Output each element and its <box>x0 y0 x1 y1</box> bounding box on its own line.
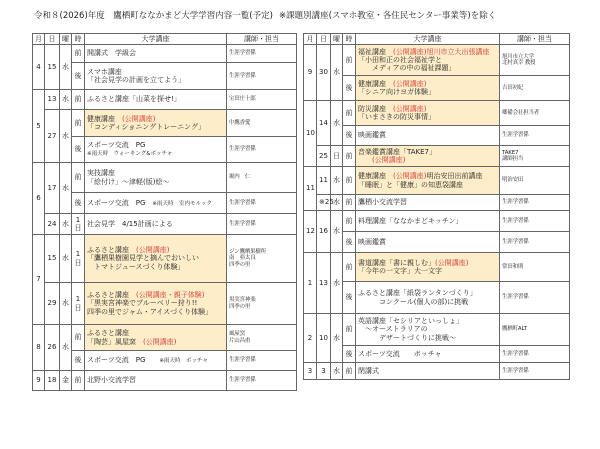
lecture-text: 「睡眠」と「健康」の知恵袋講座 <box>358 180 463 189</box>
lecture-cell <box>356 346 500 363</box>
table-row <box>304 76 570 101</box>
day-cell: 30 <box>317 45 331 101</box>
instructor-cell: 生涯学習係 <box>500 363 570 380</box>
month-cell: 6 <box>33 163 45 235</box>
table-row <box>33 371 297 391</box>
instructor-cell: 旭川市立大学 北村真幸 教授 <box>500 45 570 76</box>
lecture-line <box>358 88 497 96</box>
table-row <box>33 193 297 214</box>
public-lecture-tag: (公開講座・親子体験) <box>136 291 205 300</box>
lecture-line <box>87 329 224 337</box>
table-row <box>33 351 297 371</box>
lecture-line <box>87 356 224 364</box>
weekday-cell: 金 <box>60 371 72 391</box>
lecture-text: 料理講座「ななかまどキッチン」 <box>358 216 463 225</box>
header-instructor: 講師・担当 <box>500 34 570 45</box>
lecture-line <box>87 308 224 316</box>
lecture-text: 映画鑑賞 <box>358 237 386 246</box>
lecture-line <box>358 298 497 306</box>
lecture-text: ふるさと講座「紙袋ランタンづくり」 <box>358 289 477 298</box>
day-cell: 10 <box>317 314 331 363</box>
day-cell: 27 <box>45 110 60 163</box>
instructor-cell: 郷備会社担当者 <box>500 101 570 126</box>
instructor-cell: 常田和則 <box>500 253 570 282</box>
lecture-line <box>87 220 224 228</box>
lecture-cell <box>85 325 227 351</box>
lecture-text: 「シニア向けヨガ体験」 <box>358 88 435 96</box>
lecture-line <box>87 263 224 271</box>
header-weekday: 曜 <box>331 34 343 45</box>
lecture-text: 「黒実宮神楽でブルーベリー狩り!! <box>87 299 198 308</box>
lecture-cell <box>85 235 227 283</box>
lecture-line <box>358 350 497 358</box>
public-lecture-tag: (公開講座) <box>143 337 177 346</box>
weekday-cell: 水 <box>60 110 72 163</box>
lecture-text: 「小田和正の社会福祉学と <box>358 55 442 64</box>
instructor-cell: 中鷹香愛 <box>227 110 297 137</box>
time-cell: 後 <box>343 126 356 146</box>
table-row <box>304 195 570 211</box>
table-row <box>304 232 570 253</box>
public-lecture-tag: (公開講座)旭川市立大出張講座 <box>393 47 490 56</box>
table-row <box>33 45 297 63</box>
lecture-text: トマトジュースづくり体験」 <box>87 262 185 271</box>
lecture-text: ふるさと講座 <box>87 246 136 255</box>
lecture-line <box>87 178 224 186</box>
time-cell: 前 <box>72 325 85 351</box>
lecture-line <box>87 141 224 149</box>
lecture-cell <box>356 282 500 314</box>
weekday-cell: 水 <box>331 253 343 314</box>
lecture-text: 「コンディショニングトレーニング」 <box>87 123 206 131</box>
lecture-text: 書道講座「書に親しむ」 <box>358 258 435 267</box>
lecture-text: ふるさと講座 <box>87 291 136 300</box>
weekday-cell: 水 <box>60 214 72 235</box>
instructor-cell: 生涯学習係 <box>500 195 570 211</box>
day-cell: 18 <box>45 371 60 391</box>
header-day: 日 <box>45 34 60 45</box>
lecture-line <box>358 156 497 164</box>
time-cell: 前 <box>343 167 356 195</box>
instructor-cell: 生涯学習係 <box>500 126 570 146</box>
lecture-text: 「陶芸」風屋窯 <box>87 337 143 346</box>
weekday-cell: 水 <box>331 101 343 146</box>
weekday-cell: 水 <box>60 325 72 371</box>
time-cell: 前 <box>343 101 356 126</box>
day-cell: 3 <box>317 363 331 380</box>
lecture-text: デザートづくりに挑戦～ <box>358 333 456 342</box>
lecture-text: 社会見学 4/15計画による <box>87 219 173 228</box>
lecture-line <box>358 131 497 139</box>
time-cell: 前 <box>343 363 356 380</box>
day-cell: 25 <box>317 146 331 167</box>
lecture-line <box>358 325 497 333</box>
lecture-text: 映画鑑賞 <box>358 131 386 140</box>
lecture-cell <box>356 314 500 346</box>
day-cell: 17 <box>45 163 60 214</box>
instructor-cell: 宝田庄十郎 <box>227 90 297 110</box>
weekday-cell: 水 <box>331 167 343 195</box>
time-cell: 後 <box>343 346 356 363</box>
time-cell: 前 <box>343 253 356 282</box>
day-cell: 14 <box>317 101 331 146</box>
lecture-line <box>87 376 224 384</box>
time-cell: 前 <box>343 211 356 232</box>
table-row <box>33 325 297 351</box>
time-cell: 前 <box>343 146 356 167</box>
lecture-text: 四季の里でジャム・アイスづくり体験」 <box>87 307 213 316</box>
table-row <box>33 283 297 325</box>
lecture-line <box>358 267 497 275</box>
table-row <box>304 101 570 126</box>
lecture-line <box>87 76 224 84</box>
instructor-cell: ジン鷹栖果樹所 南 亜太良 四季の里 <box>227 235 297 283</box>
lecture-text: スポーツ交流 PG <box>87 198 153 207</box>
month-cell: 2 <box>304 314 317 363</box>
time-cell: 前 <box>72 110 85 137</box>
lecture-cell <box>85 90 227 110</box>
lecture-cell <box>356 45 500 76</box>
lecture-text: 健康講座 <box>358 79 393 88</box>
lecture-cell <box>356 76 500 101</box>
lecture-cell <box>85 163 227 193</box>
lecture-cell <box>356 101 500 126</box>
table-row <box>33 110 297 137</box>
day-cell: 16 <box>317 211 331 253</box>
lecture-text: コンクール(個人の部)に挑戦 <box>358 297 469 306</box>
table-row <box>33 90 297 110</box>
table-row <box>33 163 297 193</box>
weekday-cell: 水 <box>331 314 343 363</box>
time-cell: 前 <box>72 371 85 391</box>
lecture-text: スポーツ交流 ボッチャ <box>358 349 442 358</box>
table-row <box>304 167 570 195</box>
header-time: 時 <box>343 34 356 45</box>
time-cell: 1日 <box>72 283 85 325</box>
lecture-cell <box>356 146 500 167</box>
day-cell: 29 <box>45 283 60 325</box>
weekday-cell: 水 <box>60 163 72 214</box>
instructor-cell: 生涯学習係 <box>500 282 570 314</box>
lecture-text: 健康講座 <box>358 172 393 181</box>
day-cell: 11 <box>317 167 331 195</box>
day-cell: 15 <box>45 235 60 283</box>
header-content: 大学講座 <box>85 34 227 45</box>
lecture-line <box>358 48 497 56</box>
time-cell: 前 <box>72 163 85 193</box>
month-cell: 5 <box>33 90 45 163</box>
day-cell: 13 <box>45 90 60 110</box>
lecture-cell <box>356 232 500 253</box>
lecture-line <box>358 317 497 325</box>
lecture-line <box>87 254 224 262</box>
lecture-line <box>358 289 497 297</box>
lecture-text: 北野小交流学習 <box>87 376 136 385</box>
lecture-text: ～オーストラリアの <box>358 325 428 334</box>
public-lecture-tag: (公開講座) <box>393 172 427 181</box>
lecture-text: ふるさと講座「山菜を探せ!」 <box>87 95 181 104</box>
lecture-text: 音楽鑑賞講座「TAKE7」 <box>358 147 436 156</box>
day-cell: 13 <box>317 253 331 314</box>
document-title: 令和８(2026)年度 鷹栖町ななかまど大学学習内容一覧(予定) <box>34 11 273 21</box>
public-lecture-tag: (公開講座) <box>393 104 427 113</box>
rain-note: ※雨天時 室内モルック <box>152 200 212 207</box>
weekday-cell: 水 <box>60 90 72 110</box>
schedule-table-second-half <box>303 33 570 380</box>
table-row <box>304 126 570 146</box>
weekday-cell: 水 <box>60 235 72 283</box>
document-note: ※課題別講座(スマホ教室・各住民センター事業等)を除く <box>279 11 497 21</box>
lecture-text: 「いまさきの防災事情」 <box>358 113 435 121</box>
header-month: 月 <box>304 34 317 45</box>
weekday-cell: 水 <box>331 45 343 101</box>
rain-note: ※雨天時 ボッチャ <box>159 358 208 365</box>
month-cell: 3 <box>304 363 317 380</box>
time-cell: 1日 <box>72 235 85 283</box>
lecture-line <box>358 198 497 206</box>
lecture-line <box>358 64 497 72</box>
instructor-cell: TAKE7 講師担当 <box>500 146 570 167</box>
day-cell: 15 <box>45 45 60 90</box>
lecture-cell <box>85 214 227 235</box>
instructor-cell: 吉田初妃 <box>500 76 570 101</box>
lecture-line <box>358 105 497 113</box>
table-header-row <box>304 34 570 45</box>
time-cell: 後 <box>72 193 85 214</box>
table-row <box>304 45 570 76</box>
time-cell: 後 <box>72 63 85 90</box>
lecture-cell <box>356 211 500 232</box>
table-row <box>33 137 297 163</box>
header-time: 時 <box>72 34 85 45</box>
month-cell: 4 <box>33 45 45 90</box>
time-cell: 後 <box>343 232 356 253</box>
day-cell: 26 <box>45 325 60 371</box>
lecture-cell <box>85 371 227 391</box>
instructor-cell: 生涯学習係 <box>500 232 570 253</box>
header-weekday: 曜 <box>60 34 72 45</box>
lecture-line <box>87 49 224 57</box>
time-cell: 前 <box>343 45 356 76</box>
instructor-cell: 生涯学習係 <box>500 211 570 232</box>
day-cell: ※25 <box>317 195 331 211</box>
lecture-cell <box>356 253 500 282</box>
public-lecture-tag: (公開講座) <box>393 79 427 88</box>
header-day: 日 <box>317 34 331 45</box>
time-cell: 前 <box>72 45 85 63</box>
instructor-cell: 生涯学習係 <box>227 371 297 391</box>
lecture-text: 閉講式 <box>358 366 379 375</box>
public-lecture-tag: (公開講座) <box>122 114 156 123</box>
lecture-text: 鷹栖小交流学習 <box>358 198 407 207</box>
lecture-cell <box>356 363 500 380</box>
table-row <box>33 63 297 90</box>
lecture-cell <box>85 193 227 214</box>
lecture-line <box>358 181 497 189</box>
instructor-cell: 生涯学習係 <box>227 351 297 371</box>
lecture-text: 「絵付け」～津軽(版)絵～ <box>87 177 170 186</box>
lecture-text: 明治安田出前講座 <box>426 172 483 181</box>
instructor-cell: 生涯学習係 <box>227 63 297 90</box>
lecture-text: 健康講座 <box>87 114 122 123</box>
weekday-cell: 水 <box>60 283 72 325</box>
table-row <box>304 314 570 346</box>
lecture-text: 「鷹栖果樹園見学と摘んでおいしい <box>87 254 199 263</box>
lecture-text: メディアの中の福祉課題」 <box>358 64 456 73</box>
month-cell: 11 <box>304 167 317 211</box>
lecture-line <box>87 299 224 307</box>
lecture-cell <box>85 351 227 371</box>
instructor-cell: 明治安田 <box>500 167 570 195</box>
month-cell: 9 <box>304 45 317 101</box>
month-cell: 1 <box>304 253 317 314</box>
lecture-text: 「今年の一文字」大一文字 <box>358 267 442 275</box>
table-header-row <box>33 34 297 45</box>
lecture-text: スマホ講座 <box>87 67 122 76</box>
lecture-line <box>87 169 224 177</box>
weekday-cell: 水 <box>60 45 72 90</box>
table-row <box>304 282 570 314</box>
lecture-text: スポーツ交流 PG <box>87 141 146 150</box>
instructor-cell: 黒実宮神楽 四季の里 <box>227 283 297 325</box>
table-row <box>304 346 570 363</box>
time-cell: 1日 <box>72 214 85 235</box>
lecture-cell <box>85 45 227 63</box>
public-lecture-tag: (公開講座) <box>435 258 469 267</box>
lecture-line <box>358 113 497 121</box>
lecture-text: スポーツ交流 PG <box>87 356 160 365</box>
header-month: 月 <box>33 34 45 45</box>
time-cell: 前 <box>343 195 356 211</box>
month-cell: 12 <box>304 211 317 253</box>
instructor-cell: 鷹栖町ALT <box>500 314 570 346</box>
lecture-line <box>358 148 497 156</box>
month-cell: 9 <box>33 371 45 391</box>
table-row <box>304 253 570 282</box>
weekday-cell: 水 <box>331 195 343 211</box>
lecture-text: 英語講座「セシリアといっしょ」 <box>358 317 463 326</box>
instructor-cell: 生涯学習係 <box>227 137 297 163</box>
weekday-cell: 水 <box>331 363 343 380</box>
lecture-line <box>358 56 497 64</box>
lecture-line <box>87 199 224 207</box>
lecture-line <box>358 367 497 375</box>
lecture-line <box>87 68 224 76</box>
lecture-cell <box>356 167 500 195</box>
lecture-line <box>87 123 224 131</box>
header-content: 大学講座 <box>356 34 500 45</box>
lecture-text: 開講式 学級会 <box>87 49 136 58</box>
time-cell: 前 <box>343 314 356 346</box>
table-row <box>33 235 297 283</box>
instructor-cell: 生涯学習係 <box>500 346 570 363</box>
instructor-cell: 生涯学習係 <box>227 45 297 63</box>
time-cell: 後 <box>343 282 356 314</box>
table-row <box>304 211 570 232</box>
lecture-cell <box>85 63 227 90</box>
time-cell: 後 <box>343 76 356 101</box>
table-row <box>33 214 297 235</box>
lecture-line <box>87 95 224 103</box>
month-cell: 8 <box>33 325 45 371</box>
lecture-cell <box>85 137 227 163</box>
lecture-cell <box>85 283 227 325</box>
lecture-line <box>358 238 497 246</box>
lecture-line <box>87 115 224 123</box>
lecture-text: 「社会見学の計画を立てよう」 <box>87 76 185 84</box>
lecture-text: ※雨天時 ウォーキング&ボッチャ <box>87 151 173 158</box>
lecture-text: 福祉講座 <box>358 47 393 56</box>
lecture-line <box>358 172 497 180</box>
lecture-cell <box>356 195 500 211</box>
header-instructor: 講師・担当 <box>227 34 297 45</box>
instructor-cell: 堀内 仁 <box>227 163 297 193</box>
lecture-line <box>358 217 497 225</box>
instructor-cell: 生涯学習係 <box>227 193 297 214</box>
table-row <box>304 363 570 380</box>
time-cell: 前 <box>72 90 85 110</box>
weekday-cell: 水 <box>331 211 343 253</box>
table-row <box>304 146 570 167</box>
lecture-line <box>87 149 224 157</box>
instructor-cell: 生涯学習係 <box>227 214 297 235</box>
public-lecture-tag: (公開講座) <box>136 246 170 255</box>
lecture-text: 防災講座 <box>358 104 393 113</box>
time-cell: 後 <box>72 137 85 163</box>
instructor-cell: 風屋窯 片山昌甫 <box>227 325 297 351</box>
lecture-line <box>87 338 224 346</box>
lecture-cell <box>356 126 500 146</box>
day-cell: 24 <box>45 214 60 235</box>
lecture-line <box>358 334 497 342</box>
lecture-text: ふるさと講座 <box>87 329 129 338</box>
weekday-cell: 日 <box>331 146 343 167</box>
lecture-cell <box>85 110 227 137</box>
month-cell: 10 <box>304 101 317 167</box>
lecture-text: 実技講座 <box>87 169 115 178</box>
schedule-table-first-half <box>32 33 297 391</box>
public-lecture-tag: (公開講座) <box>358 156 406 164</box>
time-cell: 後 <box>72 351 85 371</box>
month-cell: 7 <box>33 235 45 325</box>
lecture-line <box>358 80 497 88</box>
lecture-line <box>358 259 497 267</box>
